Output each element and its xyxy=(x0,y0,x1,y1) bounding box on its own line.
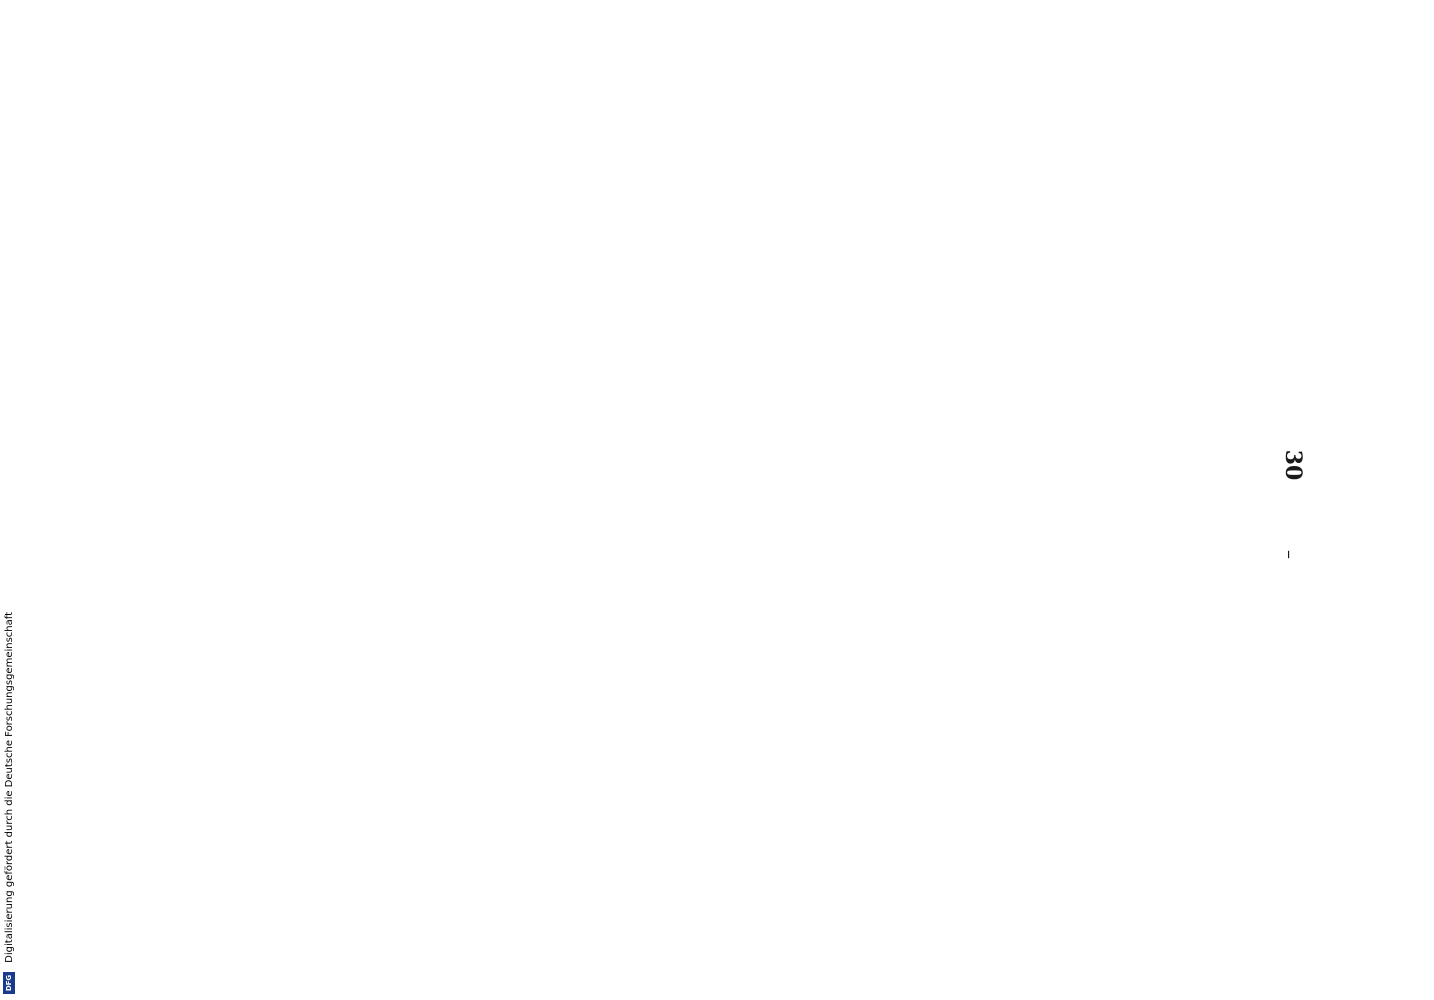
digitization-footer xyxy=(1,0,19,1000)
dfg-logo-icon: DFG xyxy=(3,972,15,994)
footer-text: Digitalisierung gefördert durch die Deutsche Forschungsgemeinschaft xyxy=(4,611,15,963)
text-block xyxy=(102,130,1306,800)
page-dash: – xyxy=(1279,550,1300,559)
document-body xyxy=(1256,130,1262,800)
page-number: 30 xyxy=(1280,449,1306,481)
